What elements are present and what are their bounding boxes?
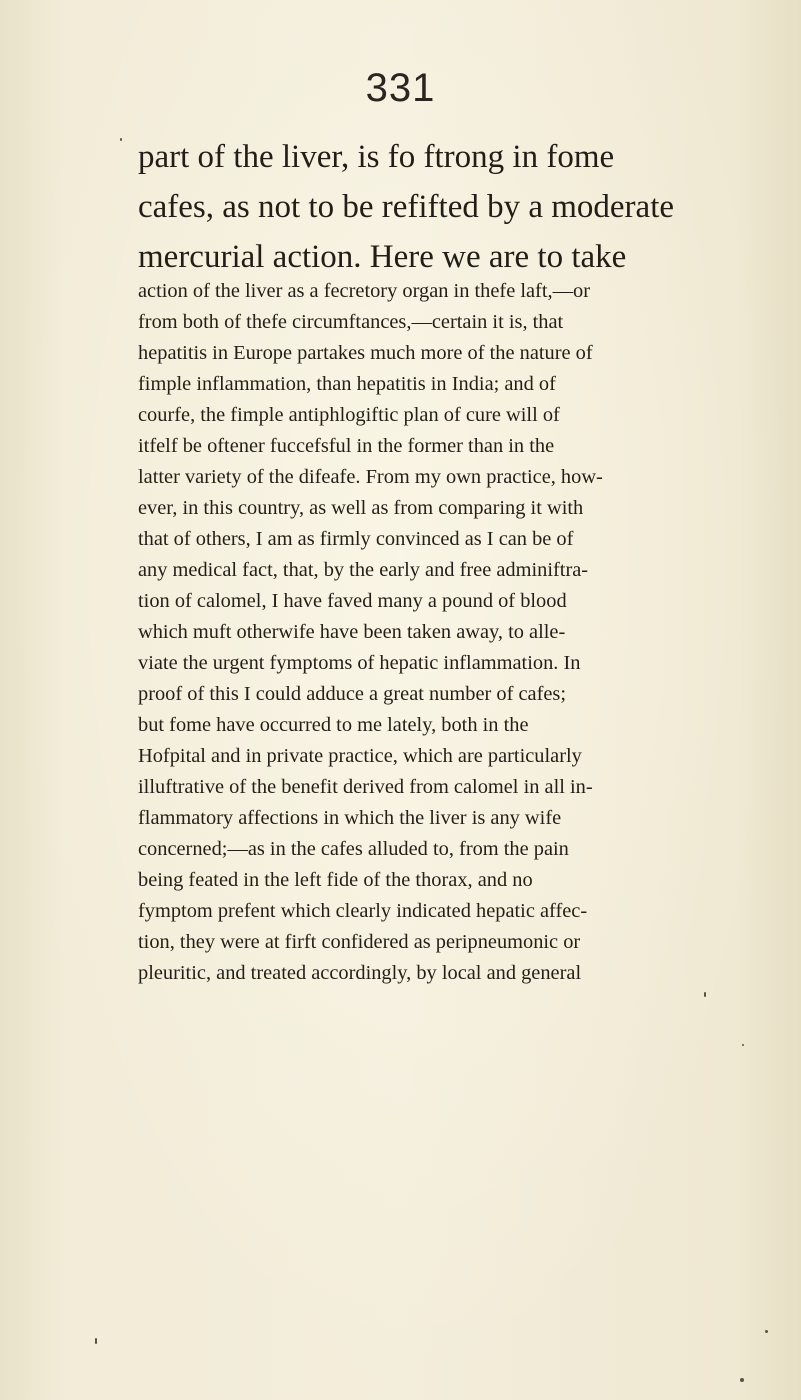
paper-speck — [765, 1330, 768, 1333]
text-line: pleuritic, and treated accordingly, by local and general — [138, 962, 582, 984]
paper-speck — [120, 138, 122, 141]
paper-speck — [740, 1378, 744, 1382]
text-line: cafes, as not to be refifted by a moderate — [138, 189, 675, 225]
page-number: 331 — [365, 66, 436, 110]
text-line: tion, they were at firft confidered as peripneumonic or — [138, 931, 581, 953]
text-line: mercurial action. Here we are to take — [138, 239, 627, 275]
text-line: hepatitis in Europe partakes much more of the nature of — [138, 342, 593, 364]
text-line: Hofpital and in private practice, which are particularly — [138, 745, 582, 767]
paper-speck — [95, 1338, 97, 1344]
paper-speck — [704, 992, 706, 997]
paper-speck — [742, 1044, 744, 1046]
text-line: ever, in this country, as well as from comparing it with — [138, 497, 584, 519]
text-line: itfelf be oftener fuccefsful in the former than in the — [138, 435, 555, 457]
text-line: flammatory affections in which the liver is any wife — [138, 807, 562, 829]
text-line: courfe, the fimple antiphlogiftic plan of cure will of — [138, 404, 560, 426]
text-line: that of others, I am as firmly convinced as I can be of — [138, 528, 574, 550]
text-line: being feated in the left fide of the thorax, and no — [138, 869, 533, 891]
text-line: which muft otherwife have been taken away, to alle- — [138, 621, 566, 643]
text-line: proof of this I could adduce a great number of cafes; — [138, 683, 567, 705]
text-line: action of the liver as a fecretory organ in thefe laft,—or — [138, 280, 590, 302]
text-line: latter variety of the difeafe. From my own practice, how- — [138, 466, 603, 488]
text-line: from both of thefe circumftances,—certain it is, that — [138, 311, 564, 333]
text-line: concerned;—as in the cafes alluded to, from the pain — [138, 838, 569, 860]
text-line: viate the urgent fymptoms of hepatic inflammation. In — [138, 652, 581, 674]
text-line: fimple inflammation, than hepatitis in India; and of — [138, 373, 556, 395]
text-line: fymptom prefent which clearly indicated hepatic affec- — [138, 900, 588, 922]
text-line: part of the liver, is fo ftrong in fome — [138, 139, 615, 175]
text-line: tion of calomel, I have faved many a pound of blood — [138, 590, 567, 612]
text-line: illuftrative of the benefit derived from calomel in all in- — [138, 776, 593, 798]
text-line: any medical fact, that, by the early and free adminiftra- — [138, 559, 589, 581]
large-type-paragraph — [138, 132, 682, 282]
body-paragraph — [138, 276, 688, 989]
text-line: but fome have occurred to me lately, both in the — [138, 714, 529, 736]
